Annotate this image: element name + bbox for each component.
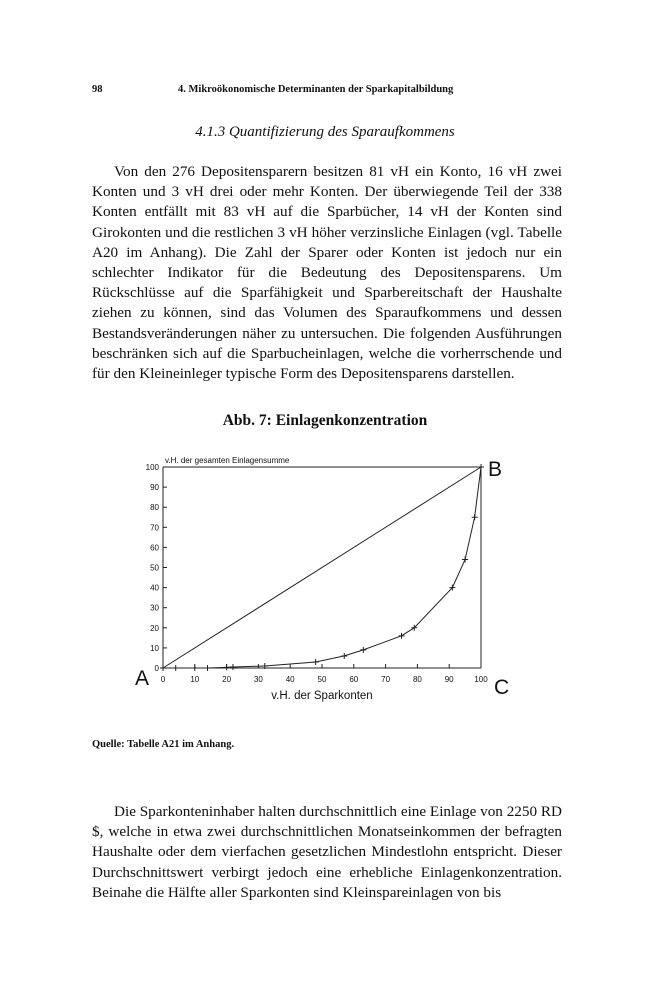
data-point-marker xyxy=(472,514,478,520)
y-tick-label: 40 xyxy=(150,583,159,593)
y-tick-label: 60 xyxy=(150,543,159,553)
data-point-marker xyxy=(230,664,236,670)
data-point-marker xyxy=(360,647,366,653)
corner-label-a: A xyxy=(135,667,150,690)
data-point-marker xyxy=(399,633,405,639)
x-tick-label: 20 xyxy=(222,675,232,684)
paragraph-2: Die Sparkonteninhaber halten durchschnittlich eine Einlage von 2250 RD $, welche in etwa zwei durchschnittlichen Monatseinkommen der befragten Haushalte oder dem vierfachen gesetzlichen Mindestlohn entspricht. Dieser Durchschnittswert verbirgt jedoch eine erhebliche Einlagenkonzentration. Beinahe die Hälfte aller Sparkonten sind Kleinspareinlagen von bis xyxy=(92,803,562,901)
data-point-marker xyxy=(341,653,347,659)
x-tick-label: 70 xyxy=(381,675,391,684)
y-tick-label: 70 xyxy=(150,523,159,533)
data-point-marker xyxy=(192,665,198,671)
y-tick-label: 0 xyxy=(154,664,159,673)
corner-label-b: B xyxy=(488,458,503,481)
figure-title: Abb. 7: Einlagenkonzentration xyxy=(222,412,428,429)
data-point-marker xyxy=(462,556,468,562)
data-point-marker xyxy=(173,665,179,671)
y-tick-label: 90 xyxy=(150,483,159,493)
y-axis-label: v.H. der gesamten Einlagensumme xyxy=(165,456,290,465)
x-tick-label: 90 xyxy=(444,675,454,684)
x-tick-label: 10 xyxy=(190,675,200,684)
section-title: 4.1.3 Quantifizierung des Sparaufkommens xyxy=(195,124,455,140)
equality-diagonal xyxy=(163,467,481,668)
x-tick-label: 100 xyxy=(474,675,488,684)
x-tick-label: 50 xyxy=(317,675,327,684)
y-tick-label: 10 xyxy=(150,643,159,653)
x-tick-label: 30 xyxy=(253,675,263,684)
y-tick-label: 50 xyxy=(150,563,159,573)
corner-label-c: C xyxy=(494,676,510,699)
data-point-marker xyxy=(205,665,211,671)
data-point-marker xyxy=(313,659,319,665)
chapter-title: 4. Mikroökonomische Determinanten der Sparkapitalbildung xyxy=(178,84,454,95)
y-tick-label: 80 xyxy=(150,503,159,513)
x-tick-label: 80 xyxy=(412,675,422,684)
y-tick-label: 100 xyxy=(145,463,159,472)
x-axis-label: v.H. der Sparkonten xyxy=(271,690,373,702)
x-tick-label: 60 xyxy=(349,675,359,684)
x-tick-label: 40 xyxy=(285,675,295,684)
x-tick-label: 0 xyxy=(160,675,166,684)
y-tick-label: 30 xyxy=(150,603,159,613)
figure-source: Quelle: Tabelle A21 im Anhang. xyxy=(92,739,235,750)
data-point-marker xyxy=(224,664,230,670)
paragraph-1: Von den 276 Depositensparern besitzen 81 vH ein Konto, 16 vH zwei Konten und 3 vH drei oder mehr Konten. Der überwiegende Teil der 338 Konten entfällt mit 83 vH auf die Sparbücher, 14 vH der Konten sind Girokonten und die restlichen 3 vH höher verzinsliche Einlagen (vgl. Tabelle A20 im Anhang). Die Zahl der Sparer oder Konten ist jedoch nur ein schlechter Indikator für die Bedeutung des Depositensparens. Um Rückschlüsse auf die Sparfähigkeit und Sparbereitschaft der Haushalte ziehen zu können, sind das Volumen des Sparaufkommens und dessen Bestandsveränderungen näher zu untersuchen. Die folgenden Ausführungen beschränken sich auf die Sparbucheinlagen, welche die vorherrschende und für den Kleineinleger typische Form des Depositensparens darstellen. xyxy=(92,163,562,383)
y-tick-label: 20 xyxy=(150,623,159,633)
page-number: 98 xyxy=(92,84,103,95)
